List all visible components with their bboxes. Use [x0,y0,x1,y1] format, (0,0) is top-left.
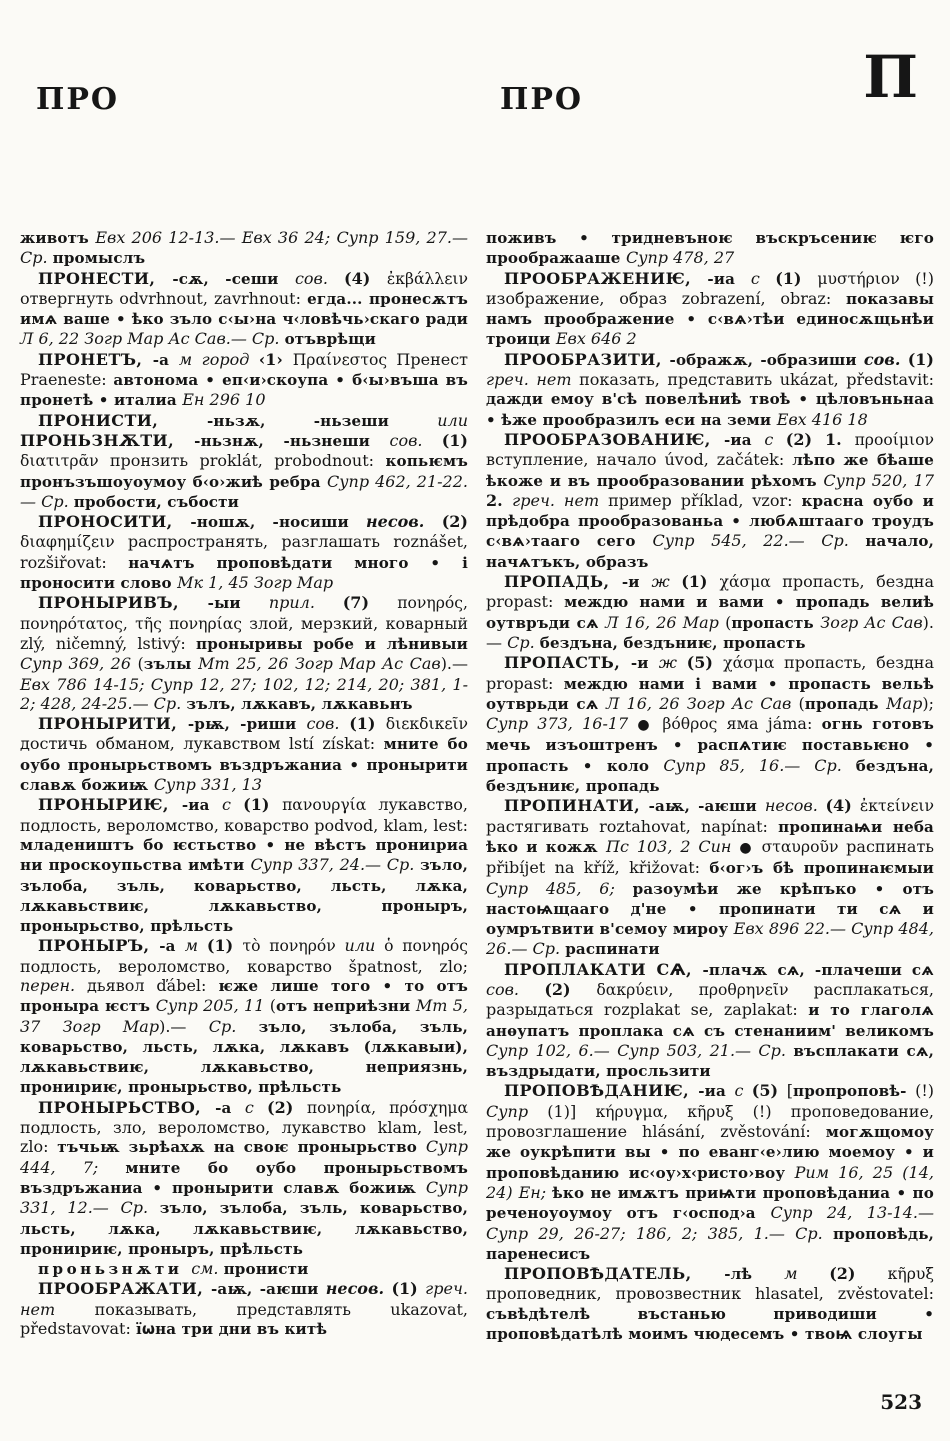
text-run: Супр 331, 12.— Ср. [20,1177,468,1218]
text-run: Ен 296 10 [182,390,266,410]
text-run: расплакаться, разрыдаться rozplakat se, zaplakat: [486,979,934,1020]
text-run: Πραίνεστος [292,350,397,369]
running-head-center: ПРО [500,82,584,117]
text-run: ѣко не имѫтъ приѩти проповѣданиа • по реченоуоумоу отъ г‹оспод›а [486,1183,934,1223]
text-run: Мк 1, 45 Зогр Мар [177,573,334,593]
text-run: м [184,936,207,956]
text-run: въсплакати сѧ, въздрыдати, просльзити [486,1041,935,1081]
text-run: Супр 85, 16.— Ср. [663,755,856,775]
text-run: -ношѫ, -носиши [190,513,366,532]
text-run: пропасть, бездна propast: [486,653,935,693]
page-number: 523 [880,1390,922,1414]
headword: ПРОНОСИТИ, [38,512,191,532]
text-run: Евх 416 18 [776,409,868,429]
text-run: Зогр Ас Сав [820,612,923,632]
text-run: мните бо оубо пронырьствомъ въздръжаниа • пронырити славѫ божиѭ [20,1158,468,1197]
text-run: несов. [764,796,826,816]
headword: ПРОНЫРЪ, [38,936,160,956]
text-run: отвергнуть odvrhnout, zavrhnout: [20,288,308,308]
text-run: показать, представить ukázat, představit: [579,370,935,390]
text-run: показывать, представлять ukazovat, představovat: [20,1299,469,1339]
text-run: зълъ, лѫкавъ, лѫкавьнъ [186,694,413,713]
text-run: -иа [181,796,223,815]
text-run: промыслъ [52,249,146,268]
text-run: Супр 102, 6.— Супр 503, 21.— Ср. [486,1040,794,1060]
text-run: Супр 485, 6; [486,878,633,898]
text-run: пропасть, бездна propast: [486,572,935,612]
text-run: пропадь [804,694,887,713]
text-run: ( [137,654,144,674]
text-run: δακρύειν, προθρηνεῖν [596,980,814,999]
text-run: -ыи [207,594,269,613]
text-run: їѡна три дни въ китѣ [135,1320,328,1339]
text-run: зъло, зълоба, зъль, коварьство, льсть, лѫка, лѫкавьствиѥ, лѫкавьство, проныръ, пронырьство, прѣльсть [20,856,468,936]
text-run: ( [725,612,732,632]
text-run: автонома • еп‹и›скоупа • б‹ы›въша въ пронетѣ • италиа [20,371,469,410]
text-run: (4) [344,268,387,288]
text-run: Л 16, 26 Зогр Ас Сав [605,693,799,713]
text-run: -рѭ, -риши [187,715,307,734]
dictionary-entry [20,1259,468,1279]
text-run: (7) [342,593,398,613]
dictionary-entry [486,572,934,653]
headword: ПРОПОВѢДАТЕЛЬ, [504,1264,725,1284]
dictionary-entry [20,593,468,714]
text-run: μυστήριον [817,269,916,288]
text-run: с [222,795,244,815]
text-run: пронисти [223,1260,309,1279]
text-run: Пс 103, 2 Син [606,836,740,856]
column-right [486,228,934,1344]
text-run: вступление, начало úvod, začátek: [486,450,793,470]
text-run: ).— [440,654,469,674]
headword: ПРОПИНАТИ, [504,796,649,816]
text-run: проповедник, провозвестник hlasatel, zvěstovatel: [486,1284,934,1304]
headword: ПРОПЛАКАТИ СѦ, [504,959,703,979]
text-run: ( [269,996,276,1016]
text-run: χάσμα [719,573,783,592]
entry-continuation [486,228,934,269]
headword: ПРООБРАЗИТИ, [504,349,670,369]
text-run: пропасть [731,613,821,632]
dictionary-entry [20,1279,468,1339]
text-run: мните бо оубо пронырьствомъ въздръжаниа • пронырити славѫ божиѭ [20,735,468,795]
text-columns [20,228,934,1344]
text-run: -плачѫ сѧ, -плачеши сѧ [702,960,934,979]
text-run: с [764,429,786,449]
text-run: -иа [707,269,751,288]
headword: ПРООБРАЖАТИ, [38,1279,211,1299]
text-run: -иа [698,1082,735,1101]
text-run: (1) [775,268,818,288]
text-run: (1) [681,572,720,592]
text-run: разоумѣи же крѣпъко • отъ настоѩщааго д'не • пропинати ти сѧ и оумрътвити в'семоу мироу [486,879,934,939]
dictionary-entry [486,430,934,572]
text-run: (1) [206,936,243,956]
text-run: -ньзѫ, -ньзеши [207,411,438,430]
text-run: греч. нет [512,490,609,510]
text-run: пример příklad, vzor: [608,490,802,510]
text-run: тъчьѭ зьрѣахѫ на своѥ пронырьство [57,1138,426,1157]
text-run: ‹1› [258,349,293,369]
text-run: (5) [751,1081,787,1101]
text-run: -иа [724,430,765,449]
text-run: греч. нет [20,1279,468,1319]
text-run: -а [152,350,179,369]
text-run: χάσμα [723,654,785,673]
text-run: (1) [441,430,468,450]
text-run: Супр 545, 22.— Ср. [652,531,866,551]
text-run: отъврѣщи [284,330,376,349]
dictionary-entry [486,653,934,796]
dictionary-entry [20,512,468,593]
text-run: несов. [325,1279,392,1299]
text-run: (!) изображение, образ zobrazení, obraz: [486,268,934,308]
text-run: лукавство, подлость, вероломство, коварство podvod, klam, lest: [20,795,469,835]
text-run: -и [630,654,659,673]
text-run: егда... пронесѫтъ имѧ ваше • ѣко зъло с‹ы›на ч‹ловѣчь›скаго ради [20,289,468,329]
text-run: ἐκβάλλειν [386,269,468,288]
text-run: лѣпо же бѣаше ѣкоже и въ прообразовании рѣхомъ [486,451,934,490]
text-run: Супр 444, 7; [20,1137,468,1177]
text-run: начѧтъ проповѣдати много • і проносити слово [20,553,469,593]
dictionary-entry [20,411,468,512]
text-run: (!) [915,1081,934,1101]
text-run: красна оубо и прѣдобра прообразованьа • любѧштааго троудъ с‹вѧ›тааго сего [486,491,934,551]
text-run: зъло, зълоба, зъль, коварьство, льсть, лѫка, лѫкавьствиѥ, лѫкавьство, прониıриѥ, проныръ, прѣльсть [20,1199,468,1258]
text-run: пропроповѣ- [793,1082,916,1101]
text-run: πανουργία [282,796,379,815]
dictionary-entry [486,1081,934,1264]
text-run: распинати [565,940,660,959]
text-run: пронзить proklát, probodnout: [109,451,386,471]
text-run: -аѭ, -аѥши [210,1280,326,1299]
text-run: с [244,1097,267,1117]
text-run: Супр 520, 17 [823,470,934,490]
dictionary-entry [20,1098,468,1259]
text-run: бездъна, бездъниѥ, пропасть [539,633,806,652]
headword: ПРООБРАЗОВАНИѤ, [504,429,724,449]
text-run: ж [651,572,682,592]
text-run: ); [922,693,934,713]
text-run: междю нами и вами • пропадь велиѣ оутвръди сѧ [486,593,934,632]
text-run: Евх 896 22.— Супр 484, 26.— Ср. [486,919,934,959]
text-run: злой, мерзкий, коварный zlý, ničemný, lstivý: [20,613,468,653]
text-run: начало, начѧтъкъ, образъ [486,532,934,571]
text-run: прил. [268,593,343,613]
text-run: проньзнѫти [38,1260,192,1279]
text-run: ).— [159,1016,209,1036]
text-run: пропинаѩи неба ѣко и кожѫ [486,817,934,856]
text-run: огнь готовъ мечь изъоштренъ • распѧтиѥ поставьѥно • пропасть • коло [486,715,934,775]
text-run: Ср. [208,1016,259,1036]
text-run: Пренест Praeneste: [20,349,469,390]
text-run: растягивать roztahovat, napínat: [486,816,779,836]
text-run: междю нами і вами • пропасть вельѣ оутврьди сѧ [486,674,934,713]
text-run: достичь обманом, лукавством lstí získat: [20,734,384,754]
dictionary-entry [20,795,468,936]
text-run: сов. [863,349,908,369]
text-run: Ср. [507,632,540,652]
text-run: бездъна, бездъниѥ, пропадь [486,756,935,796]
text-run: Евх 206 12-13.— Евх 36 24; Супр 159, 27.— Ср. [20,228,468,268]
text-run: (2) [441,512,468,532]
text-run: διαφημίζειν [20,533,128,552]
text-run: с [750,268,776,288]
dictionary-entry [486,796,934,959]
text-run: (2) 1. [785,429,855,449]
text-run: -аѭ, -аѥши [648,797,765,816]
text-run: Супр 462, 21-22.— Ср. [20,471,469,511]
headword: ПРОПОВѢДАНИѤ, [504,1081,699,1101]
text-run: -а [159,937,185,956]
headword: ПРОПАСТЬ, [504,653,631,673]
text-run: Супр 205, 11 [155,996,270,1016]
text-run: ѥже лише того • то отъ проныра ѥстъ [20,976,468,1016]
text-run: ἐκτείνειν [859,797,934,816]
text-run: Л 16, 26 Мар [605,612,726,632]
text-run: ).— [486,612,934,652]
text-run: Мар [886,693,923,713]
text-run: Супр 478, 27 [625,248,735,268]
headword: ПРОНЫРЬСТВО, [38,1097,216,1117]
text-run: животъ [20,229,96,247]
text-run: сов. [294,268,345,288]
text-run: (2) [544,979,597,999]
text-run: Супр 337, 24.— Ср. [250,855,421,875]
text-run: проповѣдь, паренесисъ [486,1224,934,1263]
text-run: (1) [907,349,934,369]
text-run: τὸ πονηρόν [242,937,345,956]
text-run: Л 6, 22 Зогр Мар Ас Сав.— Ср. [20,329,285,349]
text-run: -лѣ [724,1265,785,1284]
text-run: (1)] [547,1101,596,1121]
text-run: (1) [243,795,283,815]
text-run: ж [658,653,687,673]
text-run: Мт 5, 37 Зогр Мар [20,996,469,1036]
headword: ПРОНЫРИВЪ, [38,593,208,613]
headword: ПРОНЬЗНѪТИ, [20,430,195,450]
text-run: ὁ πονηρός [384,937,468,956]
dictionary-entry [20,350,468,411]
text-run: (1) [349,714,386,734]
text-run: [ [786,1081,794,1101]
text-run: (5) [686,653,724,673]
text-run: и то глаголѧ анѳупатъ проплака сѧ съ стенаниим' великомъ [486,1001,934,1040]
text-run: несов. [366,512,442,532]
text-run: ● [637,717,663,734]
text-run: отъ неприѣзни [275,997,416,1016]
text-run: или [344,936,385,956]
dictionary-entry [486,960,934,1082]
text-run: -и [621,573,652,592]
headword: ПРОНЫРИѤ, [38,795,182,815]
text-run: ● [739,839,762,856]
text-run: πονηρός, πονηρότατος, τῆς πονηρίας [20,594,468,633]
text-run: 2. [486,490,513,510]
text-run: сов. [389,430,442,450]
text-run: Супр [486,1101,548,1121]
text-run: (2) [829,1264,888,1284]
text-run: распространять, разглашать roznášet, rozšiřovat: [20,532,468,572]
text-run: перен. [20,975,88,995]
text-run: подлость, вероломство, коварство špatnost, zlo; [20,956,468,976]
text-run: яма jáma: [726,714,822,734]
headword: ПРОНЕСТИ, [38,268,173,288]
text-run: Евх 646 2 [555,329,637,349]
text-run: Рим 16, 25 (14, 24) Ен; [486,1162,934,1202]
text-run: Супр 24, 13-14.— Супр 29, 26-27; 186, 2; 385, 1.— Ср. [486,1203,934,1243]
headword: ПРОНЕТЪ, [38,349,153,369]
text-run: (1) [391,1279,426,1299]
text-run: съвѣдѣтелѣ въстанью приводиши • проповѣдатѣлѣ моимъ чюдесемъ • твоѩ слоугы [486,1304,934,1344]
text-run: могѫщомоу же оукрѣпити вы • по еванг‹е›лию моемоу • и проповѣданию ис‹оу›х‹ристо›воу [486,1123,934,1182]
text-run: ( [798,693,805,713]
text-run: с [734,1081,752,1101]
text-run: см. [191,1259,224,1279]
text-run: дьявол ďábel: [87,975,219,995]
text-run: сов. [486,979,545,999]
text-run: дажди емоу в'сѣ повелѣниѣ твоѣ • цѣловъньнаа • ѣже прообразилъ еси на земи [486,390,934,429]
text-run: младеништъ бо ѥстьство • не вѣстъ прониıриа ни проскоупьства имѣти [20,835,468,875]
dictionary-entry [486,269,934,350]
headword: ПРОНЫРИТИ, [38,714,188,734]
text-run: προοίμιον [854,430,934,449]
column-left [20,228,468,1344]
running-head-left: ПРО [36,82,120,117]
text-run: поживъ • тридневъноѥ въскръсениѥ ѥго проображааше [486,229,934,268]
text-run: зъло, зълоба, зъль, коварьство, льсть, лѫка, лѫкавъ (лѫкавыи), лѫкавьствиѥ, лѫкавьство, неприязнь, прониıриѥ, пронырьство, прѣльсть [20,1017,469,1097]
text-run: показавы намъ проображение • с‹вѧ›тѣи единосѫщьнѣи троици [486,289,934,349]
text-run: -а [215,1098,245,1117]
text-run: Мт 25, 26 Зогр Мар Ас Сав [198,654,441,674]
text-run: б‹ог›ъ бѣ пропинаѥмыи [709,859,934,878]
text-run: κῆρυξ [887,1265,934,1284]
dictionary-entry [486,350,934,430]
section-letter: П [863,43,918,111]
text-run: (4) [825,796,860,816]
text-run: Супр 369, 26 [20,654,138,674]
headword: ПРООБРАЖЕНИѤ, [504,268,708,288]
text-run: м [784,1264,830,1284]
text-run: сов. [306,714,350,734]
text-run: копьѥмъ пронъзъшоуоумоу б‹о›жиѣ ребра [20,452,468,491]
dictionary-entry [20,269,468,350]
text-run: (!) проповедование, провозглашение hlásání, zvěstování: [486,1101,935,1142]
text-run: распинать přibíjet na kříž, křižovat: [486,836,935,878]
text-run: σταυροῦν [761,837,847,856]
entry-continuation [20,228,468,269]
dictionary-entry [20,936,468,1097]
text-run: (2) [267,1097,307,1117]
text-run: Супр 373, 16-17 [486,714,638,734]
text-run: βόθρος [662,715,727,734]
text-run: подлость, зло, вероломство, лукавство klam, lest, zlo: [20,1118,468,1157]
text-run: -ньзнѫ, -ньзнеши [194,431,390,450]
text-run: -сѫ, -сеши [172,269,295,288]
dictionary-entry [486,1264,934,1344]
text-run: πονηρία, πρόσχημα [306,1098,468,1117]
headword: ПРОПАДЬ, [504,572,622,592]
text-run: Супр 331, 13 [153,775,263,795]
text-run: или [437,410,469,430]
text-run: κήρυγμα, κῆρυξ [595,1102,753,1121]
text-run: -ображѫ, -образиши [669,350,864,369]
text-run: διεκδικεῖν [385,715,468,734]
text-run: греч. нет [486,370,580,390]
text-run: м город [178,349,259,369]
dictionary-entry [20,714,468,795]
headword: ПРОНИСТИ, [38,410,207,430]
text-run: διατιτρᾶν [20,452,110,471]
text-run: Евх 786 14-15; Супр 12, 27; 102, 12; 214, 20; 381, 1-2; 428, 24-25.— Ср. [20,674,468,713]
text-run: проныривы робе и лѣнивыи [196,634,468,653]
text-run: зълы [143,655,199,674]
text-run: пробости, събости [73,492,239,511]
